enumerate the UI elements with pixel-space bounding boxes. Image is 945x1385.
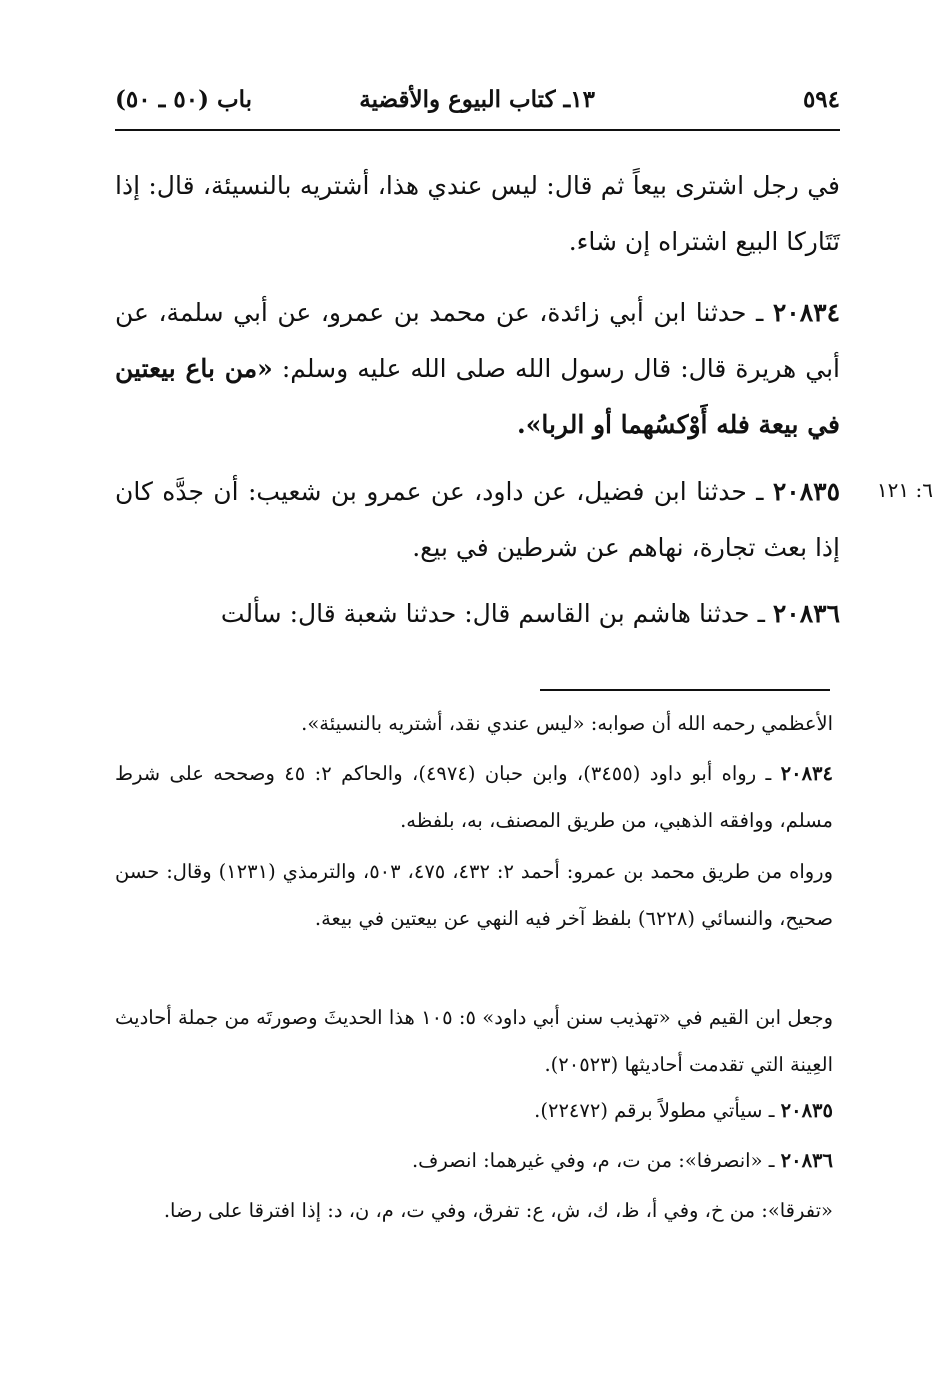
footnote xyxy=(115,1137,833,1184)
footnote xyxy=(115,700,833,747)
footnote xyxy=(115,848,833,942)
footnote-separator xyxy=(540,689,830,691)
footnote xyxy=(115,1087,833,1134)
footnote-number: ٢٠٨٣٦ xyxy=(780,1149,833,1172)
footnote xyxy=(115,994,833,1088)
footnote-text: ورواه من طريق محمد بن عمرو: أحمد ٢: ٤٣٢، ٤٧٥، ٥٠٣، والترمذي (١٢٣١) وقال: حسن صحيح، والنسائي (٦٢٢٨) بلفظ آخر فيه النهي عن بيعتين في بيعة. xyxy=(115,860,833,930)
hadith-20834 xyxy=(115,285,840,453)
hadith-quote: «من باع بيعتين في بيعة فله أَوْكسُهما أو الربا». xyxy=(115,354,840,439)
margin-reference: ٦: ١٢١ xyxy=(876,478,933,502)
paragraph-text: في رجل اشترى بيعاً ثم قال: ليس عندي هذا، أشتريه بالنسيئة، قال: إذا تَتَاركا البيع اشتراه إن شاء. xyxy=(115,171,840,256)
footnote xyxy=(115,750,833,844)
page-number: ٥٩٤ xyxy=(802,86,840,113)
hadith-text: ـ حدثنا هاشم بن القاسم قال: حدثنا شعبة قال: سألت xyxy=(220,599,773,628)
hadith-20835 xyxy=(115,464,840,576)
footnote-number: ٢٠٨٣٤ xyxy=(780,762,833,785)
hadith-number: ٢٠٨٣٤ xyxy=(772,298,840,327)
running-header xyxy=(115,86,840,126)
footnote-text: وجعل ابن القيم في «تهذيب سنن أبي داود» ٥: ١٠٥ هذا الحديثَ وصورتَه من جملة أحاديث العِينة التي تقدمت أحاديثها (٢٠٥٢٣). xyxy=(115,1006,833,1076)
footnote xyxy=(115,1187,833,1234)
hadith-number: ٢٠٨٣٥ xyxy=(772,477,840,506)
chapter-title: ١٣ـ كتاب البيوع والأقضية xyxy=(359,86,595,113)
footnote-text: ـ رواه أبو داود (٣٤٥٥)، وابن حبان (٤٩٧٤)، والحاكم ٢: ٤٥ وصححه على شرط مسلم، ووافقه الذهبي، من طريق المصنف، به، بلفظه. xyxy=(115,762,833,832)
header-rule xyxy=(115,129,840,131)
hadith-text: ـ حدثنا ابن فضيل، عن داود، عن عمرو بن شعيب: أن جدَّه كان إذا بعث تجارة، نهاهم عن شرطين في بيع. xyxy=(115,477,840,562)
hadith-number: ٢٠٨٣٦ xyxy=(772,599,840,628)
section-label: باب (٥٠ ـ ٥٠) xyxy=(115,86,253,113)
hadith-text: ـ حدثنا ابن أبي زائدة، عن محمد بن عمرو، عن أبي سلمة، عن أبي هريرة قال: قال رسول الله صلى الله عليه وسلم: xyxy=(115,298,840,383)
footnote-text: الأعظمي رحمه الله أن صوابه: «ليس عندي نقد، أشتريه بالنسيئة». xyxy=(301,712,833,735)
footnote-text: «تفرقا»: من خ، وفي أ، ظ، ك، ش، ع: تفرق، وفي ت، م، ن، د: إذا افترقا على رضا. xyxy=(163,1199,833,1222)
hadith-20836 xyxy=(115,586,840,642)
footnote-number: ٢٠٨٣٥ xyxy=(780,1099,833,1122)
footnote-text: ـ سيأتي مطولاً برقم (٢٢٤٧٢). xyxy=(534,1099,781,1122)
footnote-text: ـ «انصرفا»: من ت، م، وفي غيرهما: انصرف. xyxy=(411,1149,781,1172)
body-paragraph xyxy=(115,158,840,270)
